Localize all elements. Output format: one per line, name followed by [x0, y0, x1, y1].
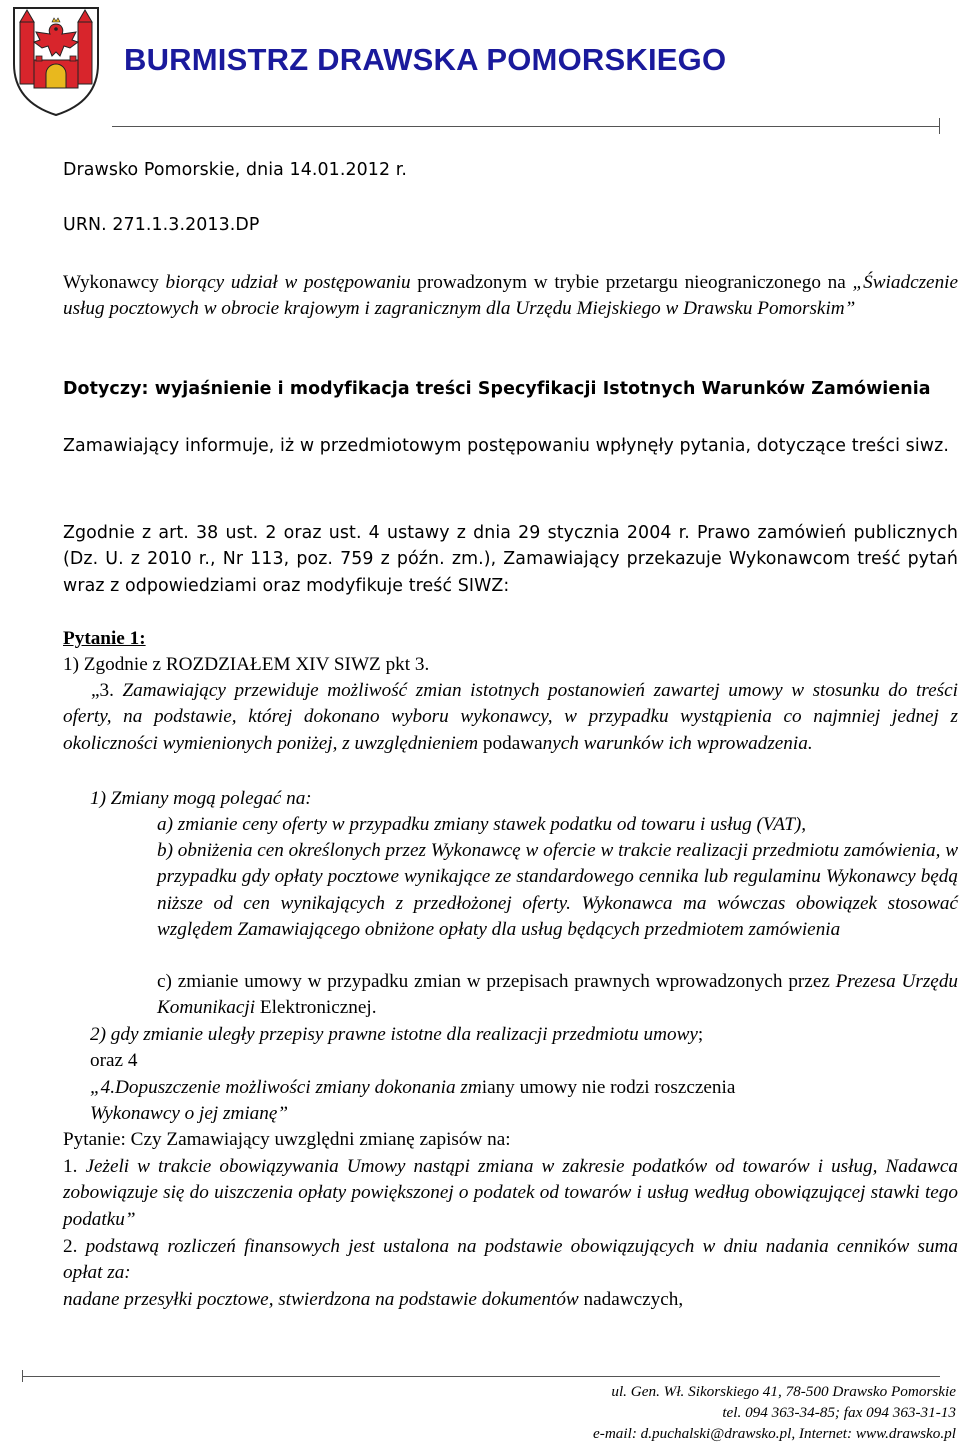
proposal-3-regular: nadawczych,	[578, 1289, 684, 1310]
proposal-2-num: 2.	[63, 1236, 86, 1257]
quote-tail-regular: podawa	[482, 732, 543, 754]
page-title: BURMISTRZ DRAWSKA POMORSKIEGO	[124, 42, 727, 77]
subject-line: Dotyczy: wyjaśnienie i modyfikacja treści Specyfikacji Istotnych Warunków Zamówienia	[63, 379, 931, 399]
coat-of-arms-icon	[8, 2, 104, 118]
quote-tail-italic: nych warunków ich wprowadzenia.	[542, 732, 813, 754]
also-line: oraz 4	[90, 1050, 138, 1071]
reference-number: URN. 271.1.3.2013.DP	[63, 215, 260, 235]
question-heading: Pytanie 1:	[63, 628, 146, 649]
list-item-1: 1) Zmiany mogą polegać na:	[90, 788, 312, 809]
footer-contact-line: e-mail: d.puchalski@drawsko.pl, Internet: www.drawsko.pl	[593, 1425, 956, 1442]
list-item-2	[90, 1022, 958, 1048]
list-item-c	[157, 969, 958, 1022]
header-divider	[112, 126, 940, 127]
item-4-regular: iany umowy nie rodzi roszczenia	[481, 1077, 736, 1098]
footer-address: ul. Gen. Wł. Sikorskiego 41, 78-500 Drawsko Pomorskie	[611, 1383, 956, 1400]
question-text: Pytanie: Czy Zamawiający uwzględni zmianę zapisów na:	[63, 1129, 511, 1150]
list-item-4-line-2: Wykonawcy o jej zmianę”	[90, 1103, 289, 1124]
list-item-b: b) obniżenia cen określonych przez Wykonawcę w ofercie w trakcie realizacji przedmiotu zamówienia, w przypadku gdy opłaty pocztowe wynikające ze standardowego cennika lub regulaminu Wykonawcy będą niższe od cen wynikających z przedłożonej oferty. Wykonawca ma wówczas obowiązek stosować względem Zamawiającego obniżone opłaty dla usług będących przedmiotem zamówienia	[157, 840, 958, 940]
addressee-italic: biorący udział w postępowaniu	[165, 272, 418, 293]
header-divider-tick	[939, 118, 940, 134]
list-item-a: a) zmianie ceny oferty w przypadku zmiany stawek podatku od towaru i usług (VAT),	[157, 814, 807, 835]
list-item-4	[90, 1075, 958, 1101]
proposal-3	[63, 1287, 958, 1313]
item-2-italic: 2) gdy zmianie uległy przepisy prawne istotne dla realizacji przedmiotu umowy	[90, 1024, 698, 1045]
quote-open: „3.	[91, 680, 123, 701]
addressee-rest: prowadzonym w trybie przetargu nieograniczonego na	[417, 272, 853, 293]
tender-title: „Świadczenie usług pocztowych w obrocie krajowym i zagranicznym dla Urzędu Miejskiego w Drawsku Pomorskim”	[63, 272, 959, 320]
footer-divider	[22, 1376, 940, 1377]
quoted-clause	[63, 678, 958, 757]
proposal-1	[63, 1154, 958, 1233]
addressee-regular: Wykonawcy	[63, 272, 166, 293]
item-2-end: ;	[697, 1024, 704, 1045]
item-c-italic: Prezesa Urzędu Komunikacji	[157, 971, 959, 1019]
proposal-2-text: podstawą rozliczeń finansowych jest ustalona na podstawie obowiązujących w dniu nadania cenników suma opłat za:	[63, 1236, 959, 1284]
question-line-1: 1) Zgodnie z ROZDZIAŁEM XIV SIWZ pkt 3.	[63, 654, 430, 675]
place-date: Drawsko Pomorskie, dnia 14.01.2012 r.	[63, 160, 408, 180]
quote-body: Zamawiający przewiduje możliwość zmian istotnych postanowień zawartej umowy w stosunku do treści oferty, na podstawie, której dokonano wyboru wykonawcy, w przypadku wystąpienia co najmniej jednej z okoliczności wymienionych poniżej, z uwzględnieniem	[63, 680, 958, 754]
item-4-italic: „4.Dopuszczenie możliwości zmiany dokonania zm	[90, 1077, 482, 1098]
proposal-3-italic: nadane przesyłki pocztowe, stwierdzona na podstawie dokumentów	[63, 1289, 579, 1310]
item-c-regular: c) zmianie umowy w przypadku zmian w przepisach prawnych wprowadzonych przez	[157, 971, 836, 992]
legal-basis-paragraph: Zgodnie z art. 38 ust. 2 oraz ust. 4 ustawy z dnia 29 stycznia 2004 r. Prawo zamówień publicznych (Dz. U. z 2010 r., Nr 113, poz. 759 z późn. zm.), Zamawiający przekazuje Wykonawcom treść pytań wraz z odpowiedziami oraz modyfikuje treść SIWZ:	[63, 523, 958, 596]
footer-contact	[593, 1381, 956, 1444]
footer-phone: tel. 094 363-34-85; fax 094 363-31-13	[722, 1404, 956, 1421]
proposal-1-num: 1.	[63, 1156, 86, 1177]
addressee	[63, 270, 958, 323]
intro-paragraph: Zamawiający informuje, iż w przedmiotowym postępowaniu wpłynęły pytania, dotyczące treści siwz.	[63, 436, 949, 456]
item-c-end: Elektronicznej.	[255, 997, 377, 1019]
proposal-2	[63, 1234, 958, 1287]
proposal-1-text: Jeżeli w trakcie obowiązywania Umowy nastąpi zmiana w zakresie podatków od towarów i usług, Nadawca zobowiązuje się do uiszczenia opłaty powiększonej o podatek od towarów i usług według obowiązującej stawki tego podatku”	[63, 1156, 959, 1230]
